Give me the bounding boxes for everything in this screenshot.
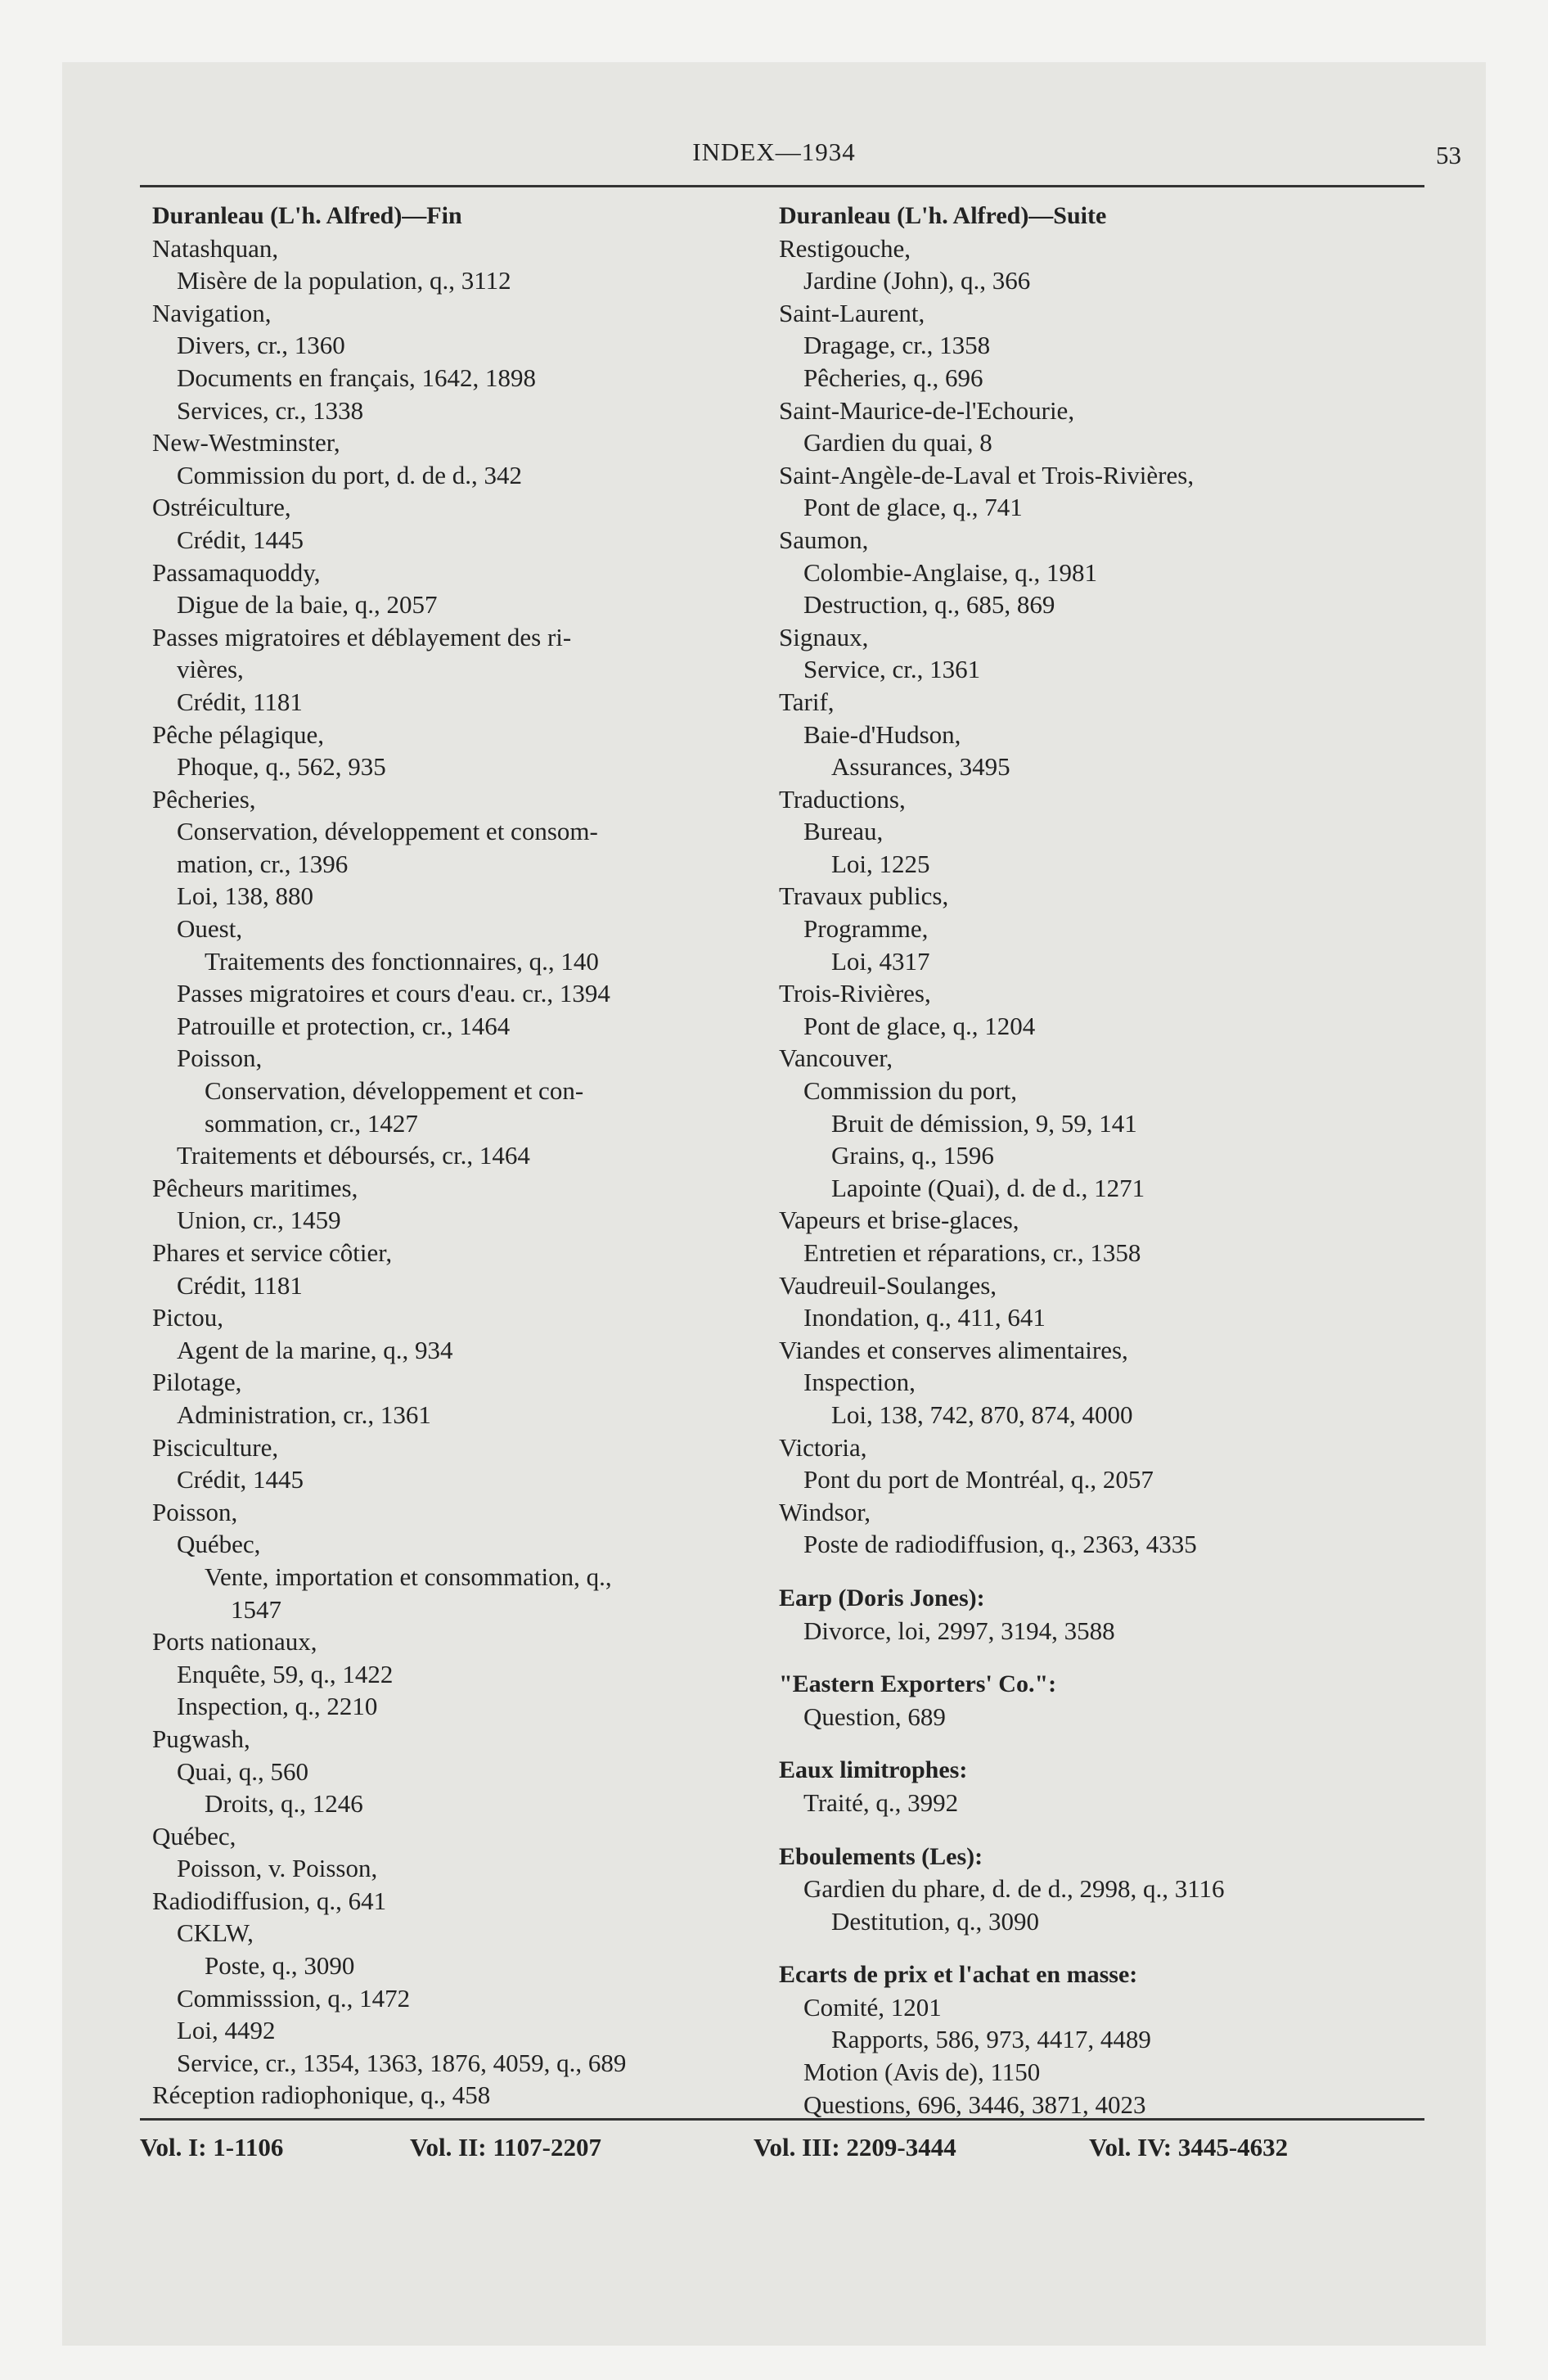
index-entry: Vapeurs et brise-glaces, [779,1206,1019,1235]
index-entry: Commission du port, d. de d., 342 [177,460,522,489]
index-entry: Pilotage, [152,1368,242,1397]
index-entry: Victoria, [779,1432,867,1462]
index-entry: Vente, importation et consommation, q., [205,1562,612,1591]
index-entry: Travaux publics, [779,881,949,911]
index-entry: Crédit, 1181 [177,687,303,716]
index-entry: Traitements et déboursés, cr., 1464 [177,1141,530,1170]
index-entry: Loi, 4492 [177,2016,276,2045]
index-entry: Dragage, cr., 1358 [803,331,991,360]
index-entry: Traité, q., 3992 [803,1787,959,1817]
entry-spacer [779,1819,1450,1841]
right-column [779,200,1450,2197]
index-entry: Pont de glace, q., 741 [803,493,1023,522]
entry-spacer [779,1561,1450,1582]
index-entry: Poste, q., 3090 [205,1951,355,1981]
index-entry: Traductions, [779,784,906,814]
index-entry: Windsor, [779,1497,871,1526]
index-entry: Phares et service côtier, [152,1238,393,1267]
index-entry: Misère de la population, q., 3112 [177,266,511,295]
index-heading: Ecarts de prix et l'achat en masse: [779,1961,1138,1989]
index-entry: Patrouille et protection, cr., 1464 [177,1011,511,1040]
index-entry: Québec, [152,1821,236,1850]
index-entry: Loi, 138, 880 [177,881,314,911]
index-entry: Pêcheries, q., 696 [803,363,983,392]
index-entry: Crédit, 1181 [177,1270,303,1300]
index-entry: Comité, 1201 [803,1992,942,2022]
index-entry: Vancouver, [779,1044,893,1073]
index-entry: Service, cr., 1354, 1363, 1876, 4059, q., 689 [177,2048,627,2077]
index-entry: Phoque, q., 562, 935 [177,752,386,782]
index-entry: Digue de la baie, q., 2057 [177,590,438,620]
index-entry: Programme, [803,914,929,944]
index-entry: Gardien du phare, d. de d., 2998, q., 3116 [803,1874,1225,1904]
index-entry: Colombie-Anglaise, q., 1981 [803,557,1098,587]
index-entry: Rapports, 586, 973, 4417, 4489 [831,2025,1151,2054]
index-entry: Pugwash, [152,1724,250,1753]
index-entry: Saint-Angèle-de-Laval et Trois-Rivières, [779,460,1195,489]
index-entry: Commission du port, [803,1076,1017,1106]
index-entry: Service, cr., 1361 [803,655,981,684]
index-heading: Earp (Doris Jones): [779,1584,985,1611]
index-heading: Eboulements (Les): [779,1842,983,1870]
entry-spacer [779,1647,1450,1668]
index-entry: Destruction, q., 685, 869 [803,590,1055,620]
index-entry: Divorce, loi, 2997, 3194, 3588 [803,1616,1115,1645]
index-title: INDEX—1934 [692,137,856,166]
index-entry: Droits, q., 1246 [205,1789,363,1819]
index-heading: Duranleau (L'h. Alfred)—Fin [152,202,462,229]
index-entry: 1547 [231,1594,281,1624]
index-entry: Signaux, [779,622,869,651]
running-header [62,137,1486,174]
index-entry: Réception radiophonique, q., 458 [152,2080,491,2110]
index-entry: Crédit, 1445 [177,1465,304,1494]
index-entry: Pont du port de Montréal, q., 2057 [803,1465,1154,1494]
volume-range: Vol. II: 1107-2207 [410,2133,601,2161]
index-entry: Grains, q., 1596 [831,1141,994,1170]
index-entry: Documents en français, 1642, 1898 [177,363,537,392]
volume-range: Vol. I: 1-1106 [140,2133,284,2161]
index-entry: mation, cr., 1396 [177,849,349,878]
index-heading: "Eastern Exporters' Co.": [779,1670,1057,1698]
index-entry: Ports nationaux, [152,1627,317,1657]
index-entry: Tarif, [779,687,835,716]
index-entry: Destitution, q., 3090 [831,1906,1040,1936]
page-number: 53 [1436,141,1461,169]
index-entry: Question, 689 [803,1702,946,1731]
index-entry: Motion (Avis de), 1150 [803,2058,1041,2087]
index-entry: Baie-d'Hudson, [803,719,961,749]
index-entry: Trois-Rivières, [779,979,931,1008]
index-entry: Saint-Laurent, [779,298,925,327]
index-entry: Conservation, développement et consom- [177,817,598,846]
index-entry: Traitements des fonctionnaires, q., 140 [205,946,599,976]
index-entry: Saint-Maurice-de-l'Echourie, [779,395,1075,425]
volume-range: Vol. III: 2209-3444 [754,2133,956,2161]
index-entry: Passes migratoires et cours d'eau. cr., 1394 [177,979,610,1008]
entry-spacer [779,1937,1450,1959]
index-entry: Pêcheurs maritimes, [152,1173,358,1202]
index-entry: Ouest, [177,914,243,944]
index-entry: Inspection, [803,1368,916,1397]
index-entry: Inondation, q., 411, 641 [803,1303,1046,1332]
index-entry: Poisson, v. Poisson, [177,1854,378,1883]
header-rule [140,185,1424,187]
index-entry: Conservation, développement et con- [205,1076,584,1106]
index-entry: Quai, q., 560 [177,1756,309,1786]
index-entry: Restigouche, [779,233,911,263]
index-entry: Agent de la marine, q., 934 [177,1335,453,1364]
index-entry: Jardine (John), q., 366 [803,266,1031,295]
index-entry: Commisssion, q., 1472 [177,1983,411,2013]
index-entry: Administration, cr., 1361 [177,1400,431,1429]
index-entry: Loi, 1225 [831,849,930,878]
index-entry: Poste de radiodiffusion, q., 2363, 4335 [803,1530,1197,1559]
index-entry: Poisson, [177,1044,263,1073]
index-entry: Québec, [177,1530,261,1559]
index-entry: Passamaquoddy, [152,557,321,587]
entry-spacer [779,1733,1450,1754]
index-entry: sommation, cr., 1427 [205,1108,418,1138]
index-entry: Poisson, [152,1497,238,1526]
index-entry: Inspection, q., 2210 [177,1692,378,1721]
index-entry: Bureau, [803,817,884,846]
index-entry: Questions, 696, 3446, 3871, 4023 [803,2089,1146,2119]
index-entry: Loi, 4317 [831,946,930,976]
index-entry: vières, [177,655,244,684]
index-entry: Pont de glace, q., 1204 [803,1011,1036,1040]
index-entry: Lapointe (Quai), d. de d., 1271 [831,1173,1145,1202]
index-entry: CKLW, [177,1918,254,1948]
index-entry: Viandes et conserves alimentaires, [779,1335,1128,1364]
index-heading: Duranleau (L'h. Alfred)—Suite [779,202,1107,229]
volume-range: Vol. IV: 3445-4632 [1089,2133,1289,2161]
index-entry: Radiodiffusion, q., 641 [152,1886,387,1915]
index-entry: Entretien et réparations, cr., 1358 [803,1238,1141,1267]
index-entry: Crédit, 1445 [177,525,304,554]
index-entry: New-Westminster, [152,428,340,458]
document-page [62,62,1486,2346]
index-entry: Ostréiculture, [152,493,291,522]
index-entry: Divers, cr., 1360 [177,331,345,360]
index-heading: Eaux limitrophes: [779,1756,968,1784]
index-entry: Saumon, [779,525,869,554]
index-entry: Vaudreuil-Soulanges, [779,1270,997,1300]
index-entry: Enquête, 59, q., 1422 [177,1659,394,1688]
index-entry: Pêche pélagique, [152,719,325,749]
index-entry: Pisciculture, [152,1432,279,1462]
index-entry: Passes migratoires et déblayement des ri- [152,622,572,651]
footer-rule [140,2118,1424,2121]
left-column [152,200,799,2197]
index-entry: Union, cr., 1459 [177,1206,341,1235]
index-entry: Assurances, 3495 [831,752,1010,782]
index-entry: Pêcheries, [152,784,256,814]
index-entry: Pictou, [152,1303,223,1332]
index-entry: Loi, 138, 742, 870, 874, 4000 [831,1400,1133,1429]
index-entry: Navigation, [152,298,272,327]
index-entry: Natashquan, [152,233,279,263]
index-entry: Services, cr., 1338 [177,395,364,425]
index-entry: Bruit de démission, 9, 59, 141 [831,1108,1137,1138]
index-entry: Gardien du quai, 8 [803,428,992,458]
